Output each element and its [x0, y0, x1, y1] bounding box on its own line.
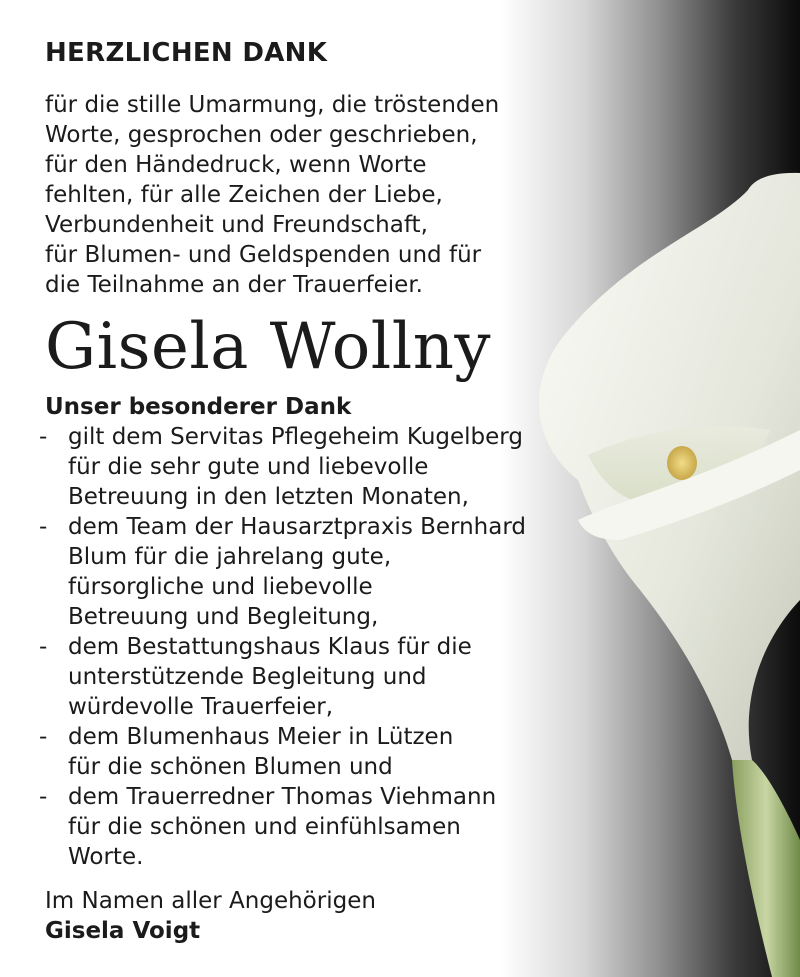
intro-line: die Teilnahme an der Trauerfeier. — [45, 272, 423, 298]
notice-heading: HERZLICHEN DANK — [45, 38, 328, 68]
thanks-line: für die schönen Blumen und — [68, 754, 393, 780]
thanks-line: Betreuung und Begleitung, — [68, 604, 379, 630]
signature: Gisela Voigt — [45, 918, 201, 944]
thanks-line: für die schönen und einfühlsamen — [68, 814, 461, 840]
thanks-line: Blum für die jahrelang gute, — [68, 544, 392, 570]
intro-line: für den Händedruck, wenn Worte — [45, 152, 427, 178]
dash-bullet: - — [39, 424, 48, 450]
thanks-item — [39, 632, 526, 722]
thanks-line: dem Bestattungshaus Klaus für die — [68, 634, 472, 660]
thanks-item — [39, 782, 526, 872]
thanks-line: unterstützende Begleitung und — [68, 664, 427, 690]
thanks-line: gilt dem Servitas Pflegeheim Kugelberg — [68, 424, 523, 450]
dash-bullet: - — [39, 634, 48, 660]
intro-line: fehlten, für alle Zeichen der Liebe, — [45, 182, 443, 208]
thanks-item — [39, 512, 526, 632]
intro-line: für Blumen- und Geldspenden und für — [45, 242, 482, 268]
thanks-line: fürsorgliche und liebevolle — [68, 574, 373, 600]
thanks-line: Worte. — [68, 844, 144, 870]
thanks-line: dem Team der Hausarztpraxis Bernhard — [68, 514, 527, 540]
dash-bullet: - — [39, 514, 48, 540]
special-thanks-list — [39, 422, 526, 872]
thanks-item — [39, 722, 526, 782]
intro-line: Worte, gesprochen oder geschrieben, — [45, 122, 478, 148]
closing-line: Im Namen aller Angehörigen — [45, 888, 376, 914]
thanks-line: dem Trauerredner Thomas Viehmann — [68, 784, 497, 810]
dash-bullet: - — [39, 724, 48, 750]
intro-paragraph — [45, 90, 499, 300]
special-thanks-heading: Unser besonderer Dank — [45, 394, 352, 420]
thanks-line: dem Blumenhaus Meier in Lützen — [68, 724, 454, 750]
intro-line: Verbundenheit und Freundschaft, — [45, 212, 428, 238]
thanks-line: Betreuung in den letzten Monaten, — [68, 484, 469, 510]
deceased-name: Gisela Wollny — [45, 310, 492, 384]
thanks-line: würdevolle Trauerfeier, — [68, 694, 334, 720]
calla-lily-image — [500, 0, 800, 977]
thanks-item — [39, 422, 526, 512]
thanks-line: für die sehr gute und liebevolle — [68, 454, 429, 480]
intro-line: für die stille Umarmung, die tröstenden — [45, 92, 500, 118]
dash-bullet: - — [39, 784, 48, 810]
